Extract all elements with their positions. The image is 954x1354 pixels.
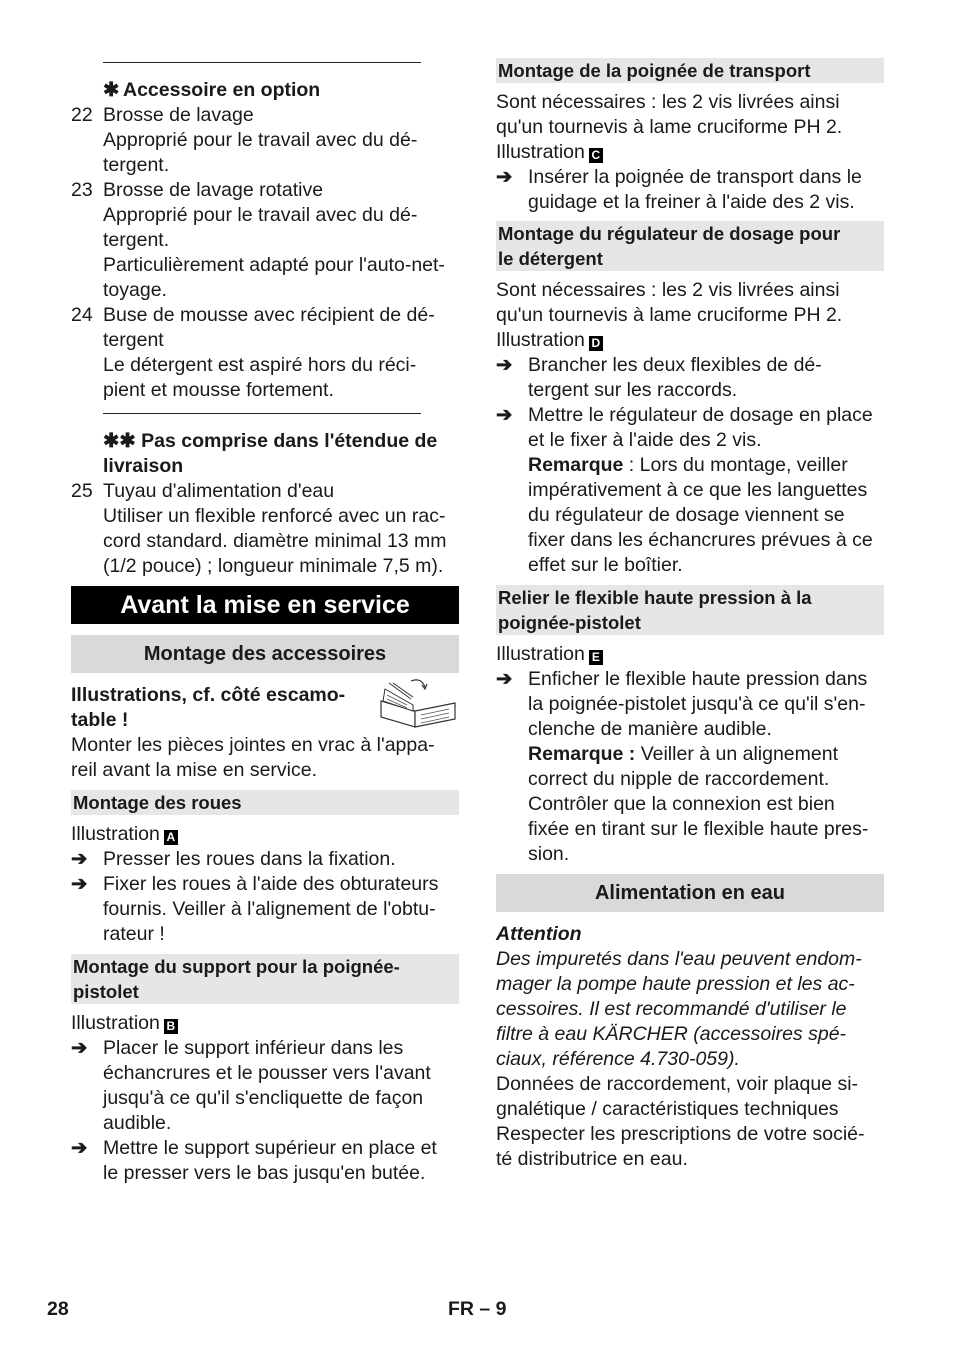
list-item <box>71 178 459 303</box>
step-text: Presser les roues dans la fixation. <box>103 848 396 870</box>
arrow-right-icon: ➔ <box>496 166 513 188</box>
mount-text: Monter les pièces jointes en vrac à l'appa- <box>71 734 435 756</box>
attention-text <box>496 947 884 1072</box>
step-text: échancrures et le pousser vers l'avant <box>103 1062 431 1084</box>
figure-letter-badge: E <box>589 650 603 665</box>
optional-accessory-heading: ✱ Accessoire en option <box>103 79 321 101</box>
left-column <box>71 52 459 1186</box>
requirements-text: qu'un tournevis à lame cruciforme PH 2. <box>496 116 843 138</box>
text-line: filtre à eau KÄRCHER (accessoires spé- <box>496 1023 847 1045</box>
item-text: Approprié pour le travail avec du dé- <box>103 204 418 226</box>
illustration-ref: Illustration A <box>71 822 459 847</box>
arrow-right-icon: ➔ <box>496 354 513 376</box>
text-line: té distributrice en eau. <box>496 1148 688 1170</box>
illustrations-note-line: Illustrations, cf. côté escamo- <box>71 684 346 706</box>
figure-letter-badge: D <box>589 336 603 351</box>
arrow-right-icon: ➔ <box>71 848 88 870</box>
transport-steps <box>496 165 884 215</box>
arrow-right-icon: ➔ <box>71 1037 88 1059</box>
arrow-right-icon: ➔ <box>496 668 513 690</box>
illustration-ref: Illustration E <box>496 642 884 667</box>
list-item <box>71 479 459 579</box>
subsection-heading-hose: Relier le flexible haute pression à la poignée-pistolet <box>496 585 884 635</box>
step-item <box>71 872 459 947</box>
chapter-banner: Avant la mise en service <box>71 586 459 624</box>
item-text: Particulièrement adapté pour l'auto-net- <box>103 254 445 276</box>
figure-letter-badge: B <box>164 1019 178 1034</box>
arrow-right-icon: ➔ <box>71 873 88 895</box>
double-asterisk-icon: ✱✱ <box>103 430 136 452</box>
item-number: 22 <box>71 104 93 126</box>
not-included-items-list <box>71 479 459 579</box>
text-line: Données de raccordement, voir plaque si- <box>496 1073 859 1095</box>
remark: Remarque : Veiller à un alignement <box>528 743 838 765</box>
step-item: ➔ Brancher les deux flexibles de dé- tergent sur les raccords. <box>496 354 822 401</box>
step-text: le presser vers le bas jusqu'en butée. <box>103 1162 426 1184</box>
subsection-heading-support: Montage du support pour la poignée- pistolet <box>71 954 459 1004</box>
support-steps <box>71 1036 459 1186</box>
section-heading-water: Alimentation en eau <box>496 874 884 912</box>
step-text: fournis. Veiller à l'alignement de l'obtu- <box>103 898 436 920</box>
item-text: (1/2 pouce) ; longueur minimale 7,5 m). <box>103 555 444 577</box>
wheels-steps <box>71 847 459 947</box>
subsection-heading-transport: Montage de la poignée de transport <box>496 58 884 83</box>
figure-letter-badge: C <box>589 148 603 163</box>
item-number: 25 <box>71 480 93 502</box>
item-text: tergent. <box>103 229 170 251</box>
requirements-text: qu'un tournevis à lame cruciforme PH 2. <box>496 304 843 326</box>
item-text: Buse de mousse avec récipient de dé- <box>103 304 435 326</box>
subsection-heading-wheels: Montage des roues <box>71 790 459 815</box>
item-text: toyage. <box>103 279 167 301</box>
step-text: Placer le support inférieur dans les <box>103 1037 404 1059</box>
step-item: ➔ Mettre le régulateur de dosage en place et le fixer à l'aide des 2 vis. Remarque : Lors du montage, veiller impérativement à ce que les languettes du régulateur de dosage viennent se fixer dans les échancrures prévues à ce effet sur le boîtier. <box>496 403 884 578</box>
illustration-ref: Illustration D <box>496 328 884 353</box>
item-text: tergent <box>103 329 164 351</box>
divider <box>103 413 421 414</box>
not-included-heading-cont: livraison <box>103 455 184 477</box>
figure-letter-badge: A <box>164 830 178 845</box>
item-text: Le détergent est aspiré hors du réci- <box>103 354 417 376</box>
page-number: 28 <box>47 1298 69 1320</box>
step-item <box>71 847 459 872</box>
illustration-ref: Illustration C <box>496 140 884 165</box>
text-line: gnalétique / caractéristiques techniques <box>496 1098 839 1120</box>
requirements-text: Sont nécessaires : les 2 vis livrées ainsi <box>496 279 840 301</box>
step-item: ➔ Enficher le flexible haute pression dans la poignée-pistolet jusqu'à ce qu'il s'en- clenche de manière audible. Remarque : Veiller à un alignement correct du nipple de raccordement. Contrôler que la connexion est bien fixée en tirant sur le flexible haute pres- sion. <box>496 667 884 867</box>
list-item <box>71 303 459 403</box>
text-line: mager la pompe haute pression et les ac- <box>496 973 855 995</box>
item-text: Tuyau d'alimentation d'eau <box>103 480 335 502</box>
requirements-text: Sont nécessaires : les 2 vis livrées ainsi <box>496 91 840 113</box>
step-text: guidage et la freiner à l'aide des 2 vis. <box>528 191 855 213</box>
item-number: 23 <box>71 179 93 201</box>
item-text: Approprié pour le travail avec du dé- <box>103 129 418 151</box>
step-text: Mettre le support supérieur en place et <box>103 1137 437 1159</box>
item-number: 24 <box>71 304 93 326</box>
item-text: pient et mousse fortement. <box>103 379 334 401</box>
remark: Remarque : Lors du montage, veiller <box>528 454 848 476</box>
item-text: Brosse de lavage <box>103 104 254 126</box>
section-heading-accessories: Montage des accessoires <box>71 635 459 673</box>
list-item <box>71 103 459 178</box>
item-text: Brosse de lavage rotative <box>103 179 324 201</box>
right-column <box>496 58 884 1172</box>
item-text: cord standard. diamètre minimal 13 mm <box>103 530 447 552</box>
asterisk-icon: ✱ <box>103 79 120 101</box>
text-line: Des impuretés dans l'eau peuvent endom- <box>496 948 862 970</box>
step-item <box>71 1136 459 1186</box>
text-line: ciaux, référence 4.730-059). <box>496 1048 740 1070</box>
section-page-number: FR – 9 <box>448 1298 507 1320</box>
foldout-book-icon <box>377 679 459 729</box>
step-text: Insérer la poignée de transport dans le <box>528 166 862 188</box>
mount-text: reil avant la mise en service. <box>71 759 318 781</box>
illustrations-note-line: table ! <box>71 709 129 731</box>
text-line: Respecter les prescriptions de votre socié- <box>496 1123 865 1145</box>
illustrations-note <box>71 683 459 733</box>
step-item <box>496 165 884 215</box>
step-text: Fixer les roues à l'aide des obturateurs <box>103 873 439 895</box>
step-item <box>71 1036 459 1136</box>
illustration-ref: Illustration B <box>71 1011 459 1036</box>
optional-items-list <box>71 103 459 403</box>
step-text: audible. <box>103 1112 172 1134</box>
water-connection-text <box>496 1072 884 1172</box>
item-text: Utiliser un flexible renforcé avec un rac- <box>103 505 446 527</box>
subsection-heading-dosing: Montage du régulateur de dosage pour le détergent <box>496 221 884 271</box>
item-text: tergent. <box>103 154 170 176</box>
text-line: cessoires. Il est recommandé d'utiliser le <box>496 998 847 1020</box>
not-included-heading: ✱✱ Pas comprise dans l'étendue de <box>103 430 438 452</box>
step-text: rateur ! <box>103 923 165 945</box>
attention-label: Attention <box>496 923 582 945</box>
step-text: jusqu'à ce qu'il s'encliquette de façon <box>103 1087 424 1109</box>
arrow-right-icon: ➔ <box>71 1137 88 1159</box>
arrow-right-icon: ➔ <box>496 404 513 426</box>
divider <box>103 62 421 63</box>
